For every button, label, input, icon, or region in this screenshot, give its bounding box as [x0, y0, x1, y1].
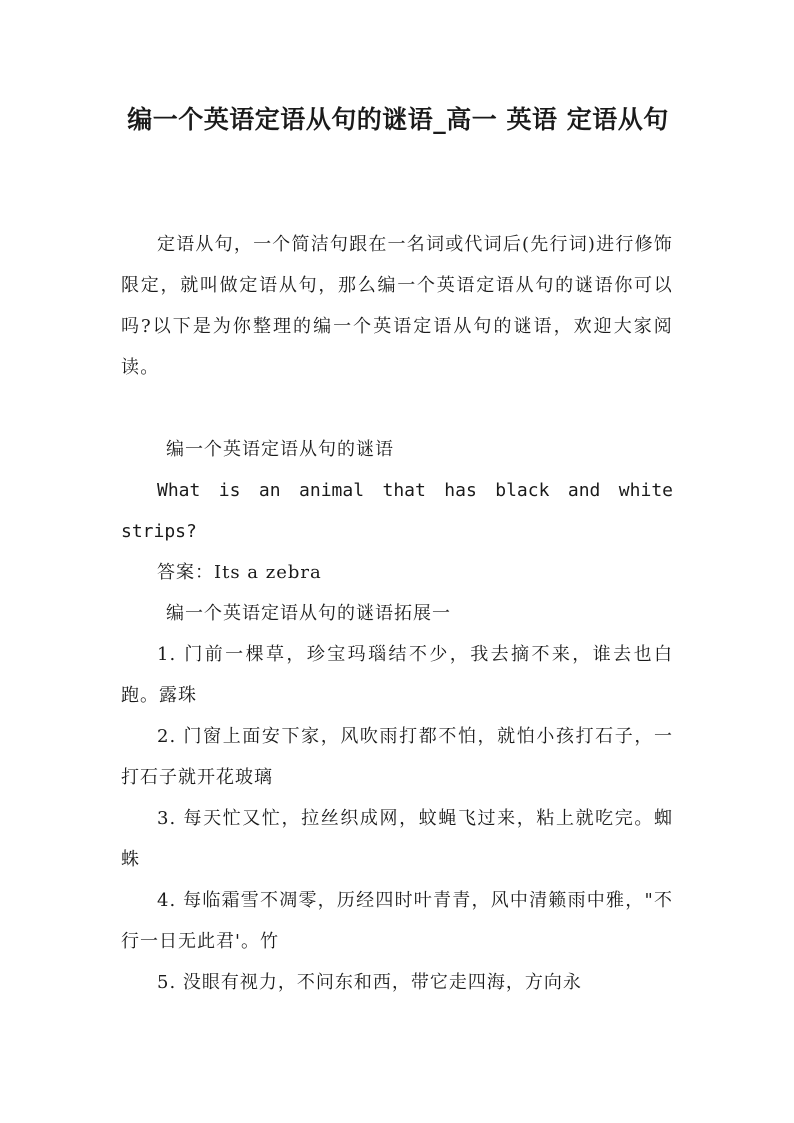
riddle-item: 4. 每临霜雪不凋零，历经四时叶青青，风中清籁雨中雅，"不行一日无此君'。竹 — [121, 890, 673, 952]
riddle-item: 3. 每天忙又忙，拉丝织成网，蚊蝇飞过来，粘上就吃完。蜘蛛 — [121, 808, 673, 870]
section-heading-riddle: 编一个英语定语从句的谜语 — [166, 439, 394, 460]
intro-paragraph: 定语从句，一个简洁句跟在一名词或代词后(先行词)进行修饰限定，就叫做定语从句，那么编一个英语定语从句的谜语你可以吗?以下是为你整理的编一个英语定语从句的谜语，欢迎大家阅读。 — [121, 234, 673, 378]
riddle-question: What is an animal that has black and white strips? — [121, 480, 673, 542]
paragraph-gap — [121, 388, 673, 429]
riddle-item: 5. 没眼有视力，不问东和西，带它走四海，方向永 — [157, 972, 582, 993]
riddle-answer: 答案：Its a zebra — [157, 562, 322, 583]
section-heading-extension: 编一个英语定语从句的谜语拓展一 — [166, 603, 451, 624]
document-body — [121, 224, 673, 1003]
riddle-item: 2. 门窗上面安下家，风吹雨打都不怕，就怕小孩打石子，一打石子就开花玻璃 — [121, 726, 673, 788]
document-title: 编一个英语定语从句的谜语_高一 英语 定语从句 — [127, 105, 669, 134]
riddle-item: 1. 门前一棵草，珍宝玛瑙结不少，我去摘不来，谁去也白跑。露珠 — [121, 644, 673, 706]
